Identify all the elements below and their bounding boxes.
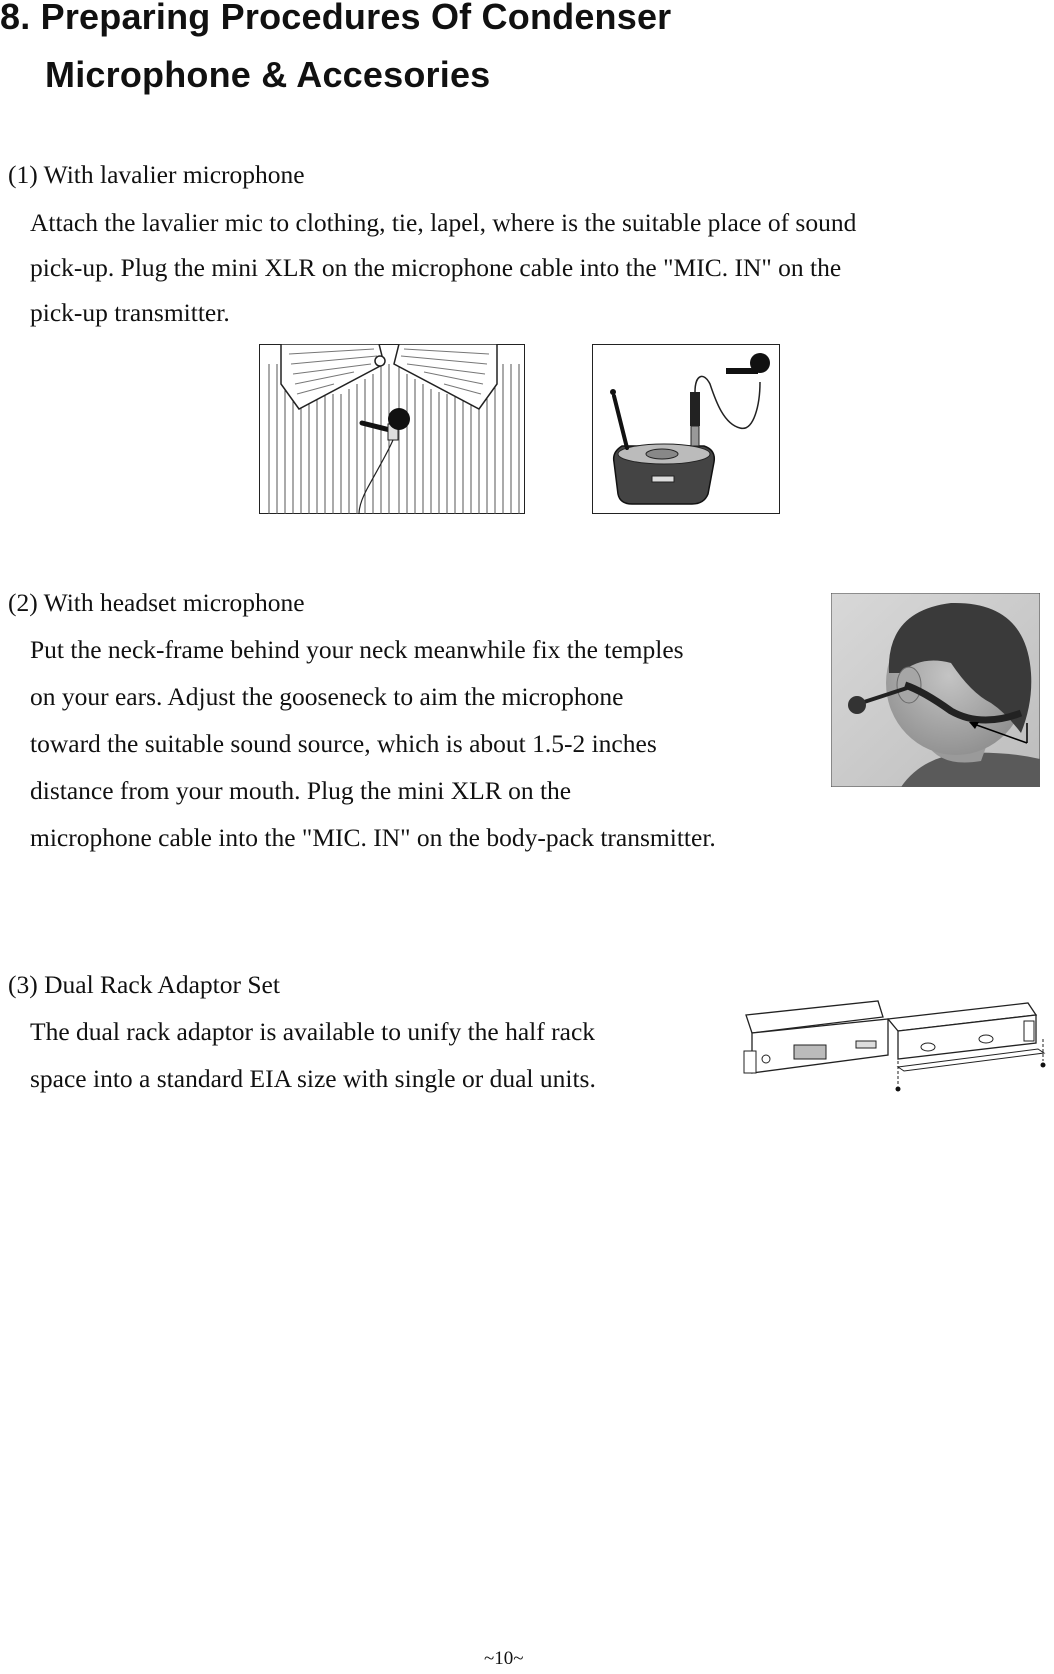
section2-line4: distance from your mouth. Plug the mini XLR on the [30, 776, 572, 805]
section2-line1: Put the neck-frame behind your neck meanwhile fix the temples [30, 635, 684, 664]
section2-heading: (2) With headset microphone [8, 588, 305, 617]
section2-line2: on your ears. Adjust the gooseneck to aim the microphone [30, 682, 624, 711]
section2-line3: toward the suitable sound source, which is about 1.5-2 inches [30, 729, 657, 758]
section1-heading: (1) With lavalier microphone [8, 160, 305, 189]
section3-line1: The dual rack adaptor is available to unify the half rack [30, 1017, 596, 1046]
section1-line1: Attach the lavalier mic to clothing, tie, lapel, where is the suitable place of sound [30, 208, 857, 237]
section2-line5: microphone cable into the "MIC. IN" on the body-pack transmitter. [30, 823, 716, 852]
page-title-line1: 8. Preparing Procedures Of Condenser [0, 0, 672, 37]
lavalier-on-shirt-illustration [259, 344, 525, 514]
dual-rack-adaptor-illustration [738, 995, 1054, 1101]
section1-line3: pick-up transmitter. [30, 298, 230, 327]
section3-heading: (3) Dual Rack Adaptor Set [8, 970, 280, 999]
page-title-line2: Microphone & Accesories [45, 54, 491, 95]
page-number: ~10~ [484, 1648, 524, 1669]
transmitter-connection-illustration [592, 344, 780, 514]
headset-photo [831, 593, 1040, 787]
section1-line2: pick-up. Plug the mini XLR on the microphone cable into the "MIC. IN" on the [30, 253, 842, 282]
section3-line2: space into a standard EIA size with single or dual units. [30, 1064, 596, 1093]
